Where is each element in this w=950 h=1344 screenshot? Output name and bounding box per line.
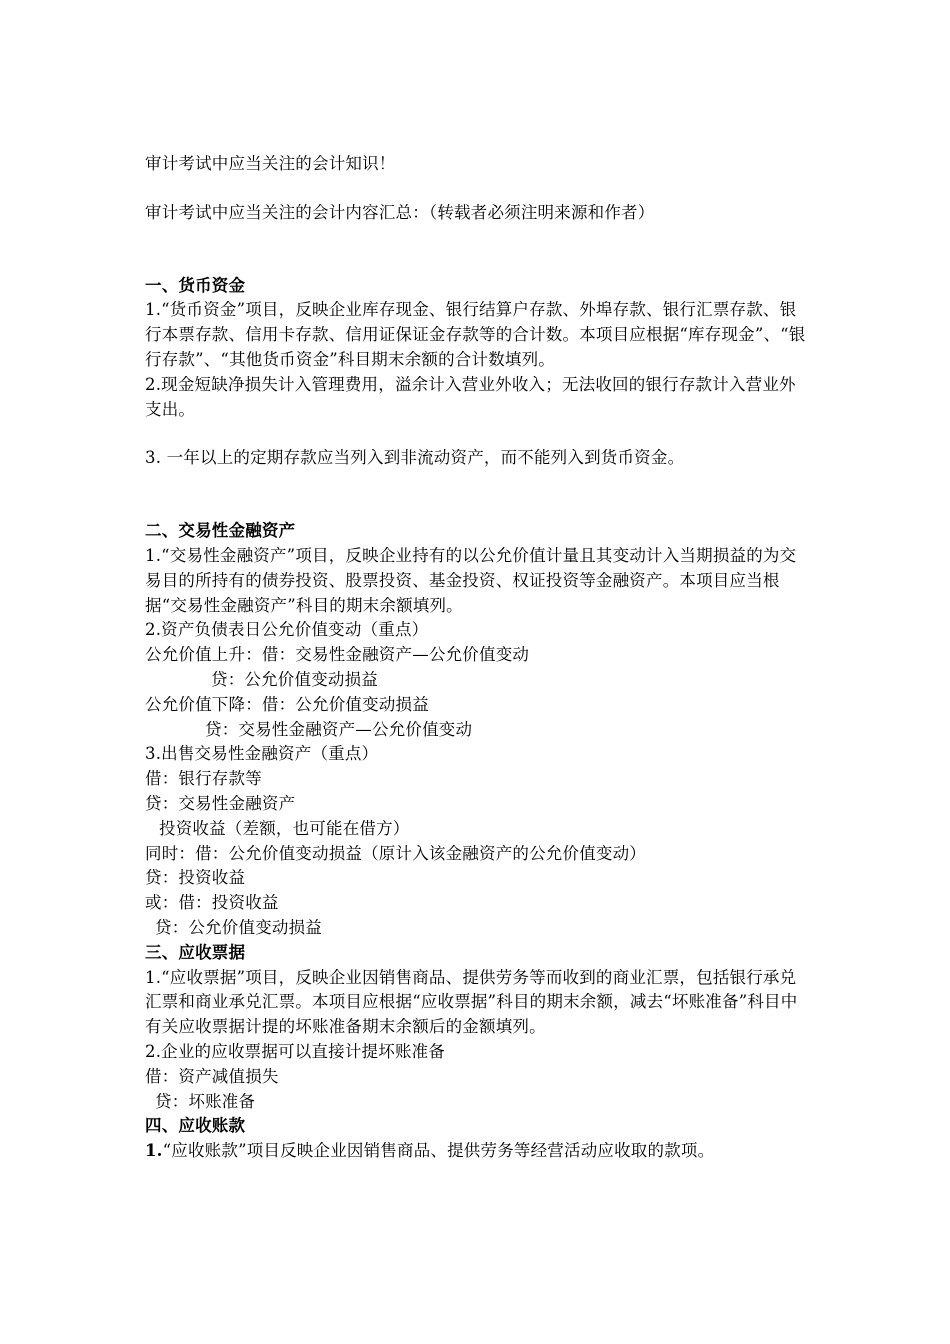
notes-receivable-line-2: 借：资产减值损失 xyxy=(145,1066,279,1086)
trading-assets-line-8: 贷：交易性金融资产 xyxy=(145,793,296,813)
trading-assets-line-11: 贷：投资收益 xyxy=(145,868,246,888)
accounts-receivable-paragraph-1 xyxy=(145,1139,810,1164)
trading-assets-line-6: 3.出售交易性金融资产（重点） xyxy=(145,744,379,764)
section-heading-accounts-receivable: 四、应收账款 xyxy=(145,1116,246,1136)
cash-paragraph-2: 2.现金短缺净损失计入管理费用，溢余计入营业外收入；无法收回的银行存款计入营业外支出。 xyxy=(145,374,796,419)
trading-assets-line-4: 公允价值下降：借：公允价值变动损益 xyxy=(145,694,429,714)
trading-assets-line-13: 贷：公允价值变动损益 xyxy=(155,917,322,937)
trading-assets-line-10: 同时：借：公允价值变动损益（原计入该金融资产的公允价值变动） xyxy=(145,843,646,863)
notes-receivable-line-1: 2.企业的应收票据可以直接计提坏账准备 xyxy=(145,1041,446,1061)
document-title: 审计考试中应当关注的会计知识！ xyxy=(145,154,396,173)
section-heading-notes-receivable: 三、应收票据 xyxy=(145,942,246,962)
section-heading-cash: 一、货币资金 xyxy=(145,275,246,295)
notes-receivable-paragraph-1: 1.“应收票据”项目，反映企业因销售商品、提供劳务等而收到的商业汇票，包括银行承兑汇票和商业承兑汇票。本项目应根据“应收票据”科目的期末余额，减去“坏账准备”科目中有关应收票据计提的坏账准备期末余额后的金额填列。 xyxy=(145,967,798,1037)
cash-paragraph-1: 1.“货币资金”项目，反映企业库存现金、银行结算户存款、外埠存款、银行汇票存款、银行本票存款、信用卡存款、信用证保证金存款等的合计数。本项目应根据“库存现金”、“银行存款”、“其他货币资金”科目期末余额的合计数填列。 xyxy=(145,300,806,369)
document-subtitle: 审计考试中应当关注的会计内容汇总：（转载者必须注明来源和作者） xyxy=(145,202,655,222)
trading-assets-line-3: 贷：公允价值变动损益 xyxy=(211,669,378,689)
trading-assets-line-1: 2.资产负债表日公允价值变动（重点） xyxy=(145,620,429,640)
accounts-receivable-number: 1. xyxy=(145,1141,163,1161)
accounts-receivable-text: “应收账款”项目反映企业因销售商品、提供劳务等经营活动应收取的款项。 xyxy=(162,1141,715,1161)
document-body xyxy=(145,152,810,1164)
notes-receivable-line-3: 贷：坏账准备 xyxy=(155,1091,256,1111)
trading-assets-line-5: 贷：交易性金融资产—公允价值变动 xyxy=(205,719,473,739)
trading-assets-line-2: 公允价值上升：借：交易性金融资产—公允价值变动 xyxy=(145,645,530,665)
cash-paragraph-3: 3. 一年以上的定期存款应当列入到非流动资产，而不能列入到货币资金。 xyxy=(145,448,685,468)
trading-assets-line-12: 或：借：投资收益 xyxy=(145,893,279,913)
trading-assets-line-7: 借：银行存款等 xyxy=(145,769,262,789)
section-heading-trading-assets: 二、交易性金融资产 xyxy=(145,521,296,541)
trading-assets-line-9: 投资收益（差额，也可能在借方） xyxy=(159,818,410,838)
trading-assets-paragraph-1: 1.“交易性金融资产”项目，反映企业持有的以公允价值计量且其变动计入当期损益的为交易目的所持有的债券投资、股票投资、基金投资、权证投资等金融资产。本项目应当根据“交易性金融资产”科目的期末余额填列。 xyxy=(145,545,797,615)
